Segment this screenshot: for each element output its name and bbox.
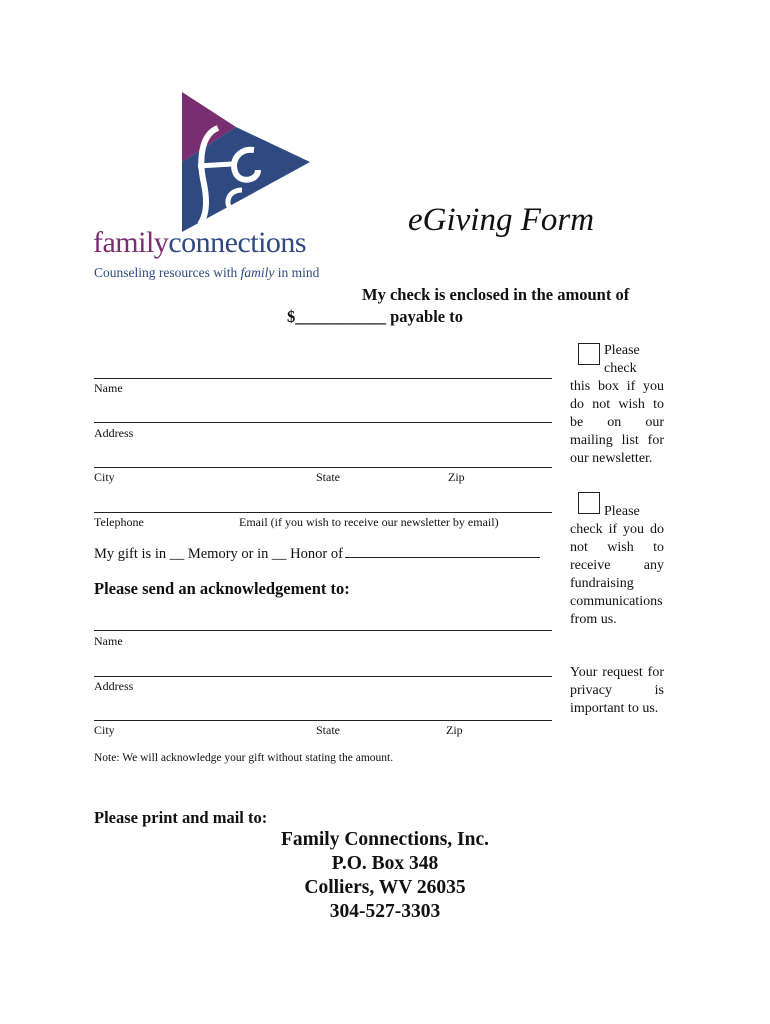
honor-of-field[interactable] bbox=[345, 543, 540, 558]
privacy-text: Your request for privacy is important to us. bbox=[570, 665, 664, 716]
logo-word-connections: connections bbox=[168, 226, 307, 259]
name-field[interactable] bbox=[94, 378, 552, 379]
family-connections-logo-icon bbox=[176, 92, 310, 232]
mail-org: Family Connections, Inc. bbox=[280, 829, 489, 850]
mail-phone: 304-527-3303 bbox=[329, 901, 441, 922]
state-label: State bbox=[316, 470, 340, 484]
ack-address-field[interactable] bbox=[94, 676, 552, 677]
newsletter-optout-checkbox[interactable] bbox=[578, 343, 600, 365]
ack-state-label: State bbox=[316, 723, 340, 737]
ack-zip-label: Zip bbox=[446, 723, 463, 737]
fundraising-optout-text: check if you do not wish to receive any fundraising communications from us. bbox=[570, 522, 664, 627]
ack-city-label: City bbox=[94, 723, 115, 737]
mail-pobox: P.O. Box 348 bbox=[331, 853, 439, 874]
ack-name-field[interactable] bbox=[94, 630, 552, 631]
page-title: eGiving Form bbox=[408, 202, 595, 238]
email-label: Email (if you wish to receive our newsletter by email) bbox=[239, 515, 499, 529]
amount-line-1: My check is enclosed in the amount of bbox=[362, 285, 630, 304]
logo-word-family: family bbox=[93, 226, 169, 259]
logo-tagline bbox=[94, 265, 319, 281]
logo-wordmark bbox=[93, 228, 306, 258]
tagline-em: family bbox=[240, 265, 275, 280]
fundraising-optout-checkbox[interactable] bbox=[578, 492, 600, 514]
name-label: Name bbox=[94, 381, 123, 395]
telephone-label: Telephone bbox=[94, 515, 144, 529]
mail-city: Colliers, WV 26035 bbox=[304, 877, 466, 898]
newsletter-optout-first: Please check bbox=[604, 343, 640, 376]
ack-city-state-zip-field[interactable] bbox=[94, 720, 552, 721]
newsletter-optout-text: this box if you do not wish to be on our mailing list for our newsletter. bbox=[570, 379, 664, 466]
zip-label: Zip bbox=[448, 470, 465, 484]
tagline-pre: Counseling resources with bbox=[94, 265, 241, 280]
ack-name-label: Name bbox=[94, 634, 123, 648]
ack-heading: Please send an acknowledgement to: bbox=[94, 579, 350, 598]
tagline-post: in mind bbox=[274, 265, 320, 280]
address-label: Address bbox=[94, 426, 134, 440]
ack-address-label: Address bbox=[94, 679, 134, 693]
print-heading: Please print and mail to: bbox=[94, 808, 268, 827]
gift-memory-honor-line bbox=[94, 543, 540, 563]
note-text: Note: We will acknowledge your gift without stating the amount. bbox=[94, 752, 394, 764]
fundraising-optout-first: Please bbox=[604, 504, 640, 519]
city-label: City bbox=[94, 470, 115, 484]
amount-line-2: $___________ payable to bbox=[287, 307, 464, 326]
telephone-email-field[interactable] bbox=[94, 512, 552, 513]
city-state-zip-field[interactable] bbox=[94, 467, 552, 468]
address-field[interactable] bbox=[94, 422, 552, 423]
gift-text: My gift is in __ Memory or in __ Honor of bbox=[94, 546, 343, 562]
